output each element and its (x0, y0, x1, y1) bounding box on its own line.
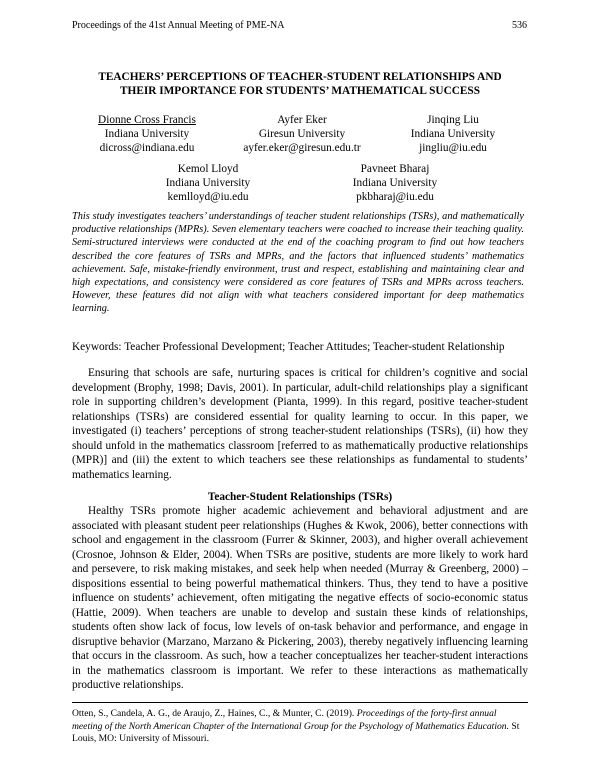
page-number: 536 (512, 20, 527, 31)
author-email: jingliu@iu.edu (419, 142, 487, 154)
running-header (72, 19, 527, 33)
author-block (72, 113, 222, 155)
title-line-1: TEACHERS’ PERCEPTIONS OF TEACHER-STUDENT RELATIONSHIPS AND (98, 71, 502, 83)
section-heading: Teacher-Student Relationships (TSRs) (207, 491, 393, 503)
author-block (320, 162, 470, 204)
author-name: Ayfer Eker (277, 114, 327, 126)
author-block (133, 162, 283, 204)
paper-title (72, 70, 528, 98)
author-block (378, 113, 528, 155)
author-affiliation: Indiana University (410, 128, 496, 140)
author-affiliation: Giresun University (258, 128, 346, 140)
citation-authors: Otten, S., Candela, A. G., de Araujo, Z., Haines, C., & Munter, C. (2019). (72, 708, 357, 719)
citation-proceedings-title: Proceedings of the forty-first annual meeting of the North American Chapter of the International Group for the Psychology of Mathematics Education. (72, 708, 509, 732)
author-email: kemlloyd@iu.edu (167, 191, 249, 203)
author-name: Pavneet Bharaj (360, 163, 430, 175)
author-email: dicross@indiana.edu (99, 142, 195, 154)
author-affiliation: Indiana University (165, 177, 251, 189)
author-affiliation: Indiana University (352, 177, 438, 189)
abstract: This study investigates teachers’ understandings of teacher student relationships (TSRs), and mathematically productive relationships (MPRs). Seven elementary teachers were coached to increase their teaching quality. Semi-structured interviews were conducted at the end of the coaching program to find out how teachers described the core features of TSRs and MPRs, and the factors that influenced students’ mathematics achievement. Safe, mistake-friendly environment, trust and respect, establishing and maintaining clear and high expectations, and consistency were considered as core features of TSRs and MPRs across teachers. However, these features did not align with what teachers considered important for deep mathematics learning. (72, 211, 524, 315)
author-affiliation: Indiana University (104, 128, 190, 140)
author-name: Kemol Lloyd (177, 163, 239, 175)
citation-publisher: St Louis, MO: University of Missouri. (72, 720, 520, 744)
author-block (227, 113, 377, 155)
footer-citation (72, 708, 528, 746)
intro-paragraph: Ensuring that schools are safe, nurturing spaces is critical for children’s cognitive and social development (Brophy, 1998; Davis, 2001). In particular, adult-child relationships play a significant role in supporting children’s development (Pianta, 1999). In this regard, positive teacher-student relationships (TSRs) are considered essential for quality learning to occur. In this paper, we investigated (i) teachers’ perceptions of strong teacher-student relationships (TSRs), (ii) how they should unfold in the mathematics classroom [referred to as mathematically productive relationships (MPR)] and (iii) the extent to which teachers see these relationships as fundamental to students’ mathematics learning. (72, 367, 528, 481)
footer-rule (72, 702, 528, 703)
author-name: Dionne Cross Francis (98, 114, 196, 126)
proceedings-title: Proceedings of the 41st Annual Meeting of PME-NA (72, 20, 285, 31)
keywords: Keywords: Teacher Professional Development; Teacher Attitudes; Teacher-student Relationship (72, 341, 505, 353)
title-line-2: THEIR IMPORTANCE FOR STUDENTS’ MATHEMATICAL SUCCESS (120, 85, 480, 97)
author-name: Jinqing Liu (427, 114, 479, 126)
author-email: pkbharaj@iu.edu (356, 191, 434, 203)
section-paragraph: Healthy TSRs promote higher academic achievement and behavioral adjustment and are associated with pleasant student peer relationships (Hughes & Kwok, 2006), better connections with school and engagement in the classroom (Furrer & Skinner, 2003), and higher overall achievement (Crosnoe, Johnson & Elder, 2004). When TSRs are positive, students are more likely to work hard and persevere, to risk making mistakes, and seek help when needed (Murray & Greenberg, 2000) – dispositions essential to being powerful mathematical thinkers. Thus, they tend to have a positive influence on students’ achievement, often mitigating the negative effects of socio-economic status (Hattie, 2009). When teachers are unable to develop and sustain these kinds of relationships, students often show lack of focus, low levels of on-task behavior and performance, and engage in disruptive behavior (Marzano, Marzano & Pickering, 2003), thereby negatively influencing learning that occurs in the classroom. As such, how a teacher conceptualizes her teacher-student interactions in the mathematics classroom is important. We refer to these interactions as mathematically productive relationships. (72, 505, 528, 691)
author-email: ayfer.eker@giresun.edu.tr (243, 142, 361, 154)
